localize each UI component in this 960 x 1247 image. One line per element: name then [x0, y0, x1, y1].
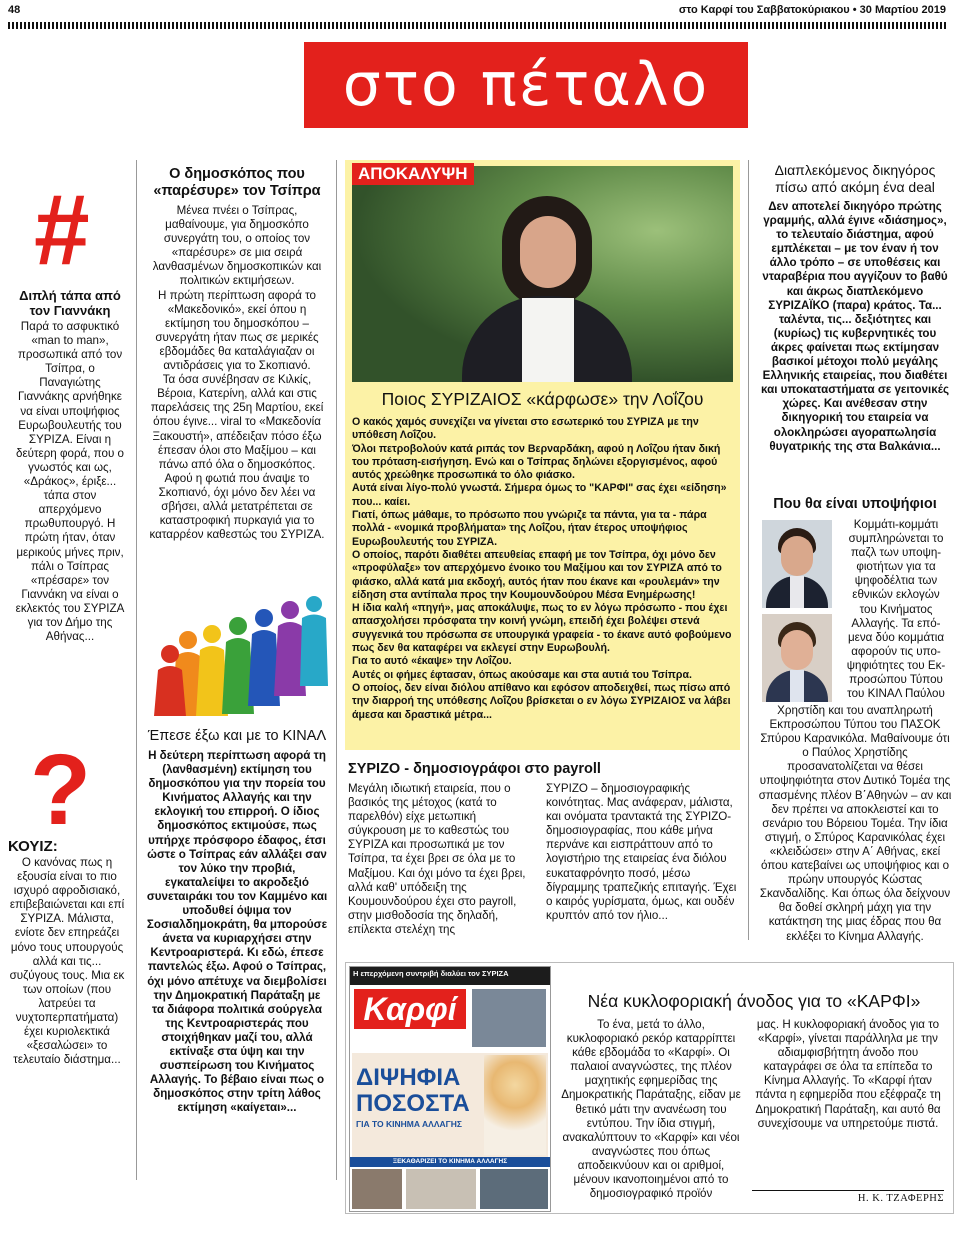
- story-paragraph: Αυτά είναι λίγο-πολύ γνωστά. Σήμερα όμως το "ΚΑΡΦΙ" σας έχει «είδηση» που... καίει.: [352, 482, 727, 508]
- cover-sub: ΓΙΑ ΤΟ ΚΙΝΗΜΑ ΑΛΛΑΓΗΣ: [356, 1119, 462, 1129]
- story-paragraph: Η ίδια καλή «πηγή», μας αποκάλυψε, πως το εν λόγω πρόσωπο - που έχει απασχολήσει πρόσφατα την κοινή γνώμη, επειδή έχει βολέψει στενά συγγενικά του πρόσωπα σε υπουργικά γραφεία - το έκανε αυτό φοβούμενο πως δεν θα καταφέρει να εκλεγεί στην Ευρωβουλή.: [352, 602, 732, 655]
- cover-blue-strip: ΞΕΚΑΘΑΡΙΖΕΙ ΤΟ ΚΙΝΗΜΑ ΑΛΛΑΓΗΣ: [350, 1157, 550, 1167]
- author-rule: [752, 1190, 944, 1191]
- cand-line: Κομμάτι-κομμάτι: [853, 518, 939, 531]
- bottom-col-2: μας. Η κυκλοφοριακή άνοδος για το «Καρφί», γίνεται παράλληλα με την αδιαμφισβήτητη άνοδο που καταγράφει σε όλα τα επίπεδα το Κίνημα Αλλαγής. Το «Καρφί ήταν πάντα η εφημερίδα που εξέφραζε τη Δημοκρατική Παράταξη, και αυτό θα συνεχίσουμε να υπηρετούμε πιστά.: [755, 1018, 941, 1130]
- cand-line: παζλ των υποψη-: [850, 546, 942, 560]
- cover-photo-small: [472, 989, 546, 1047]
- center-story: [352, 416, 733, 722]
- cand-line: του Κινήματος: [859, 602, 933, 616]
- payroll-left: Μεγάλη ιδιωτική εταιρεία, που ο βασικός της μέτοχος (κατά το παρελθόν) είχε μετωπική σύγκρουση με το καθεστώς του ΣΥΡΙΖΑ και προσωπικά με τον Τσίπρα, τα έχει βρει σε όλα με το Μαξίμου. Και όχι μόνο τα έχει βρει, αλλά καθ' υπόδειξη της Κουμουνδούρου έχει στο payroll, στην μισθοδοσία της δηλαδή, επίλεκτα στελέχη της: [348, 782, 526, 936]
- story-paragraph: Αυτές οι φήμες έφτασαν, όπως ακούσαμε και στα αυτιά του Τσίπρα.: [352, 668, 692, 681]
- cand-line: ψηφιότητες του Εκ-: [846, 658, 946, 672]
- candidate-photo-1: [762, 520, 832, 608]
- newspaper-cover: [349, 966, 551, 1212]
- candidates-narrow-text: [836, 518, 956, 701]
- pollster-title: Ο δημοσκόπος που «παρέσυρε» τον Τσίπρα: [153, 166, 321, 199]
- divider: [336, 160, 337, 1180]
- candidates-text: Χρηστίδη και του αναπληρωτή Εκπροσώπου Τύπου του ΠΑΣΟΚ Σπύρου Καρανικόλα. Μαθαίνουμε ότι ο Παύλος Χρηστίδης προσανατολίζεται να θέσει υποψηφιότητα στον Δυτικό Τομέα της σπασμένης πλέον Β΄Αθηνών – αν και δεν πρέπει να αποκλειστεί και το σενάριο του Βόρειου Τομέα. Την ίδια στιγμή, ο Σπύρος Καρανικόλας έχει «κλειδώσει» στην Α΄ Αθήνας, εκεί όπου κατεβαίνει ως υποψήφιος και ο πρώην υπουργός Κώστας Σκανδαλίδης. Και όπως όλα δείχνουν θα δοθεί σκληρή μάχη για την κατάκτηση της μιας έδρας που θα εκλέξει το Κίνημα Αλλαγής.: [758, 704, 952, 943]
- cand-line: του ΚΙΝΑΛ Παύλου: [847, 687, 945, 701]
- story-paragraph: Ο οποίος, δεν είναι διόλου απίθανο και εφόσον αποδειχθεί, πως πίσω από την διαρροή της υπόθεσης Λοΐζου βρίσκεται ο εν λόγω ΣΥΡΙΖΑΙΟΣ να λάβει άμεσα και δραστικά μέτρα...: [352, 681, 731, 721]
- bottom-col-1: Το ένα, μετά το άλλο, κυκλοφοριακό ρεκόρ καταρρίπτει κάθε εβδομάδα το «Καρφί». Οι παλαιοί αναγνώστες, της πλέον μαχητικής εφημερίδας της Δημοκρατικής Παράταξης, είδαν με θετικό μάτι την ανανέωση του εντύπου. Την ίδια στιγμή, ανακαλύπτουν το «Καρφί» και νέοι αναγνώστες που όπως αποδεικνύουν και οι αριθμοί, μένουν ικανοποιημένοι από το δημοσιογραφικό προϊόν: [561, 1018, 741, 1201]
- cand-line: ψηφοδέλτια των: [854, 574, 938, 588]
- cover-headline-1: ΔΙΨΗΦΙΑ: [356, 1064, 461, 1091]
- pollster-p4: Αφού η φωτιά που άναψε το Σκοπιανό, όχι μόνο δεν λέει να σβήσει, αλλά μετατρέπεται σε καταστροφική πυρκαγιά για το καταρρέον καθεστώς του ΣΥΡΙΖΑ.: [149, 471, 325, 542]
- cand-line: φιοτήτων για τα: [856, 560, 936, 574]
- divider: [136, 160, 137, 1180]
- pollster-p3: Τα όσα συνέβησαν σε Κιλκίς, Βέροια, Κατερίνη, αλλά και στις παρελάσεις της 25η Μαρτίου, εκεί όπου έγινε... viral το «Μακεδονία Ξακουστή», απέδειξαν πόσο έξω έπεσαν όλοι στο Μαξίμου – και πάνω από όλα ο δημοσκόπος.: [150, 373, 324, 471]
- cover-portrait: [484, 1055, 546, 1155]
- story-paragraph: Ο κακός χαμός συνεχίζει να γίνεται στο εσωτερικό του ΣΥΡΙΖΑ με την υπόθεση Λοΐζου.: [352, 416, 699, 442]
- cover-thumb-2: [406, 1169, 476, 1209]
- quiz-title: ΚΟΥΙΖ:: [8, 838, 58, 855]
- cover-thumb-3: [480, 1169, 548, 1209]
- cover-headline-2: ΠΟΣΟΣΤΑ: [356, 1090, 470, 1117]
- page-number: 48: [8, 4, 21, 16]
- sub-text: Η δεύτερη περίπτωση αφορά τη (λανθασμένη) εκτίμηση του δημοσκόπου για την πορεία του Κινήματος Αλλαγής και την εκλογική του επιρροή. Ο ίδιος δημοσκόπος εκτιμούσε, πως υπήρχε πρόσφορο έδαφος, έτσι ώστε ο Τσίπρας εάν αλλάξει σαν τον λύκο την προβιά, εγκαταλείψει το ακροδεξιό συνεταιράκι του τον Καμμένο και υποδυθεί όψιμα τον Σοσιαλδημοκράτη, θα μπορούσε άνετα να κυριαρχήσει στην Κεντροαριστερά. Κι εδώ, έπεσε παντελώς έξω. Αφού ο Τσίπρας, όχι μόνο απέτυχε να διεμβολίσει την Δημοκρατική Παράταξη με τα διάφορα πολιτικά σούργελα της Κεντροαριστεράς που στοιχήθηκαν μαζί του, αλλά εκτίναξε στα ύψη και την συσπείρωση του Κινήματος Αλλαγής. Το βέβαιο είναι πως ο δημοσκόπος στην τρίτη λάθος εκτίμηση «καίγεται»...: [146, 749, 328, 1115]
- cand-line: μενα δύο κομμάτια: [847, 630, 945, 644]
- divider: [748, 160, 749, 940]
- portrait-face: [520, 216, 576, 288]
- payroll-title: ΣΥΡΙΖΟ - δημοσιογράφοι στο payroll: [348, 761, 601, 777]
- cover-logo: Καρφί: [354, 989, 466, 1029]
- hash-icon: #: [34, 174, 90, 286]
- section-banner: [304, 42, 748, 128]
- candidate-photo-2: [762, 614, 832, 702]
- header-rule: [8, 22, 948, 29]
- people-figures-illustration: [150, 596, 328, 716]
- cover-thumb-1: [352, 1169, 402, 1209]
- cover-top-strip: Η επερχόμενη συντριβή διαλύει τον ΣΥΡΙΖΑ: [350, 967, 550, 985]
- cand-line: Αλλαγής. Τα επό-: [851, 616, 941, 630]
- author-name: Η. Κ. ΤΖΑΦΕΡΗΣ: [857, 1193, 944, 1204]
- story-paragraph: Γιατί, όπως μάθαμε, το πρόσωπο που γνώριζε τα πάντα, για τα - πάρα πολλά - «νομικά προβλήματα» της Λοΐζου, ήταν έτερος υποψήφιος Ευρωβουλευτής του ΣΥΡΙΖΑ.: [352, 509, 707, 548]
- story-paragraph: Όλοι πετροβολούν κατά ριπάς τον Βερναρδάκη, αφού η Λοΐζου ήταν δική του πρόταση-εισήγηση. Ενώ και ο Τσίπρας δηλώνει εξοργισμένος, αφού αυτός χρεώθηκε προσωπικά το όλο φιάσκο.: [352, 442, 721, 482]
- hash-text: Παρά το ασφυκτικό «man to man», προσωπικά από τον Τσίπρα, ο Παναγιώτης Γιαννάκης αρνήθηκε να είναι υποψήφιος Ευρωβουλευτής του ΣΥΡΙΖΑ. Είναι η δεύτερη φορά, που ο γνωστός και ως, «Δράκος», έριξε... τάπα στον απερχόμενο πρωθυπουργό. Η πρώτη ήταν, όταν μερικούς μήνες πριν, πάλι ο Τσίπρας «πρέσαρε» τον Γιαννάκη να είναι ο εκλεκτός του ΣΥΡΙΖΑ για τον Δήμο της Αθήνας...: [15, 320, 125, 644]
- cand-line: συμπληρώνεται το: [848, 532, 944, 546]
- portrait-photo: [352, 166, 733, 382]
- cand-line: εθνικών εκλογών: [852, 588, 940, 602]
- reveal-tag: ΑΠΟΚΑΛΥΨΗ: [352, 163, 474, 185]
- pollster-p1: Μένεα πνέει ο Τσίπρας, μαθαίνουμε, για δημοσκόπο συνεργάτη του, ο οποίος τον «παρέσυρε» σε μια σειρά λανθασμένων δημοσκοπικών και πολιτικών εκτιμήσεων.: [152, 204, 322, 288]
- banner-title: στο πέταλο: [342, 50, 710, 120]
- cand-line: προσώπου Τύπου: [849, 673, 943, 687]
- paper-date: στο Καρφί του Σαββατοκύριακου • 30 Μαρτίου 2019: [678, 4, 946, 16]
- center-headline: Ποιος ΣΥΡΙΖΑΙΟΣ «κάρφωσε» την Λοΐζου: [381, 389, 704, 409]
- question-icon: ?: [30, 734, 92, 846]
- payroll-right: ΣΥΡΙΖΟ – δημοσιογραφικής κοινότητας. Μας ανάφεραν, μάλιστα, και ονόματα τραντακτά της ΣΥΡΙΖΟ-δημοσιογραφίας, που κάθε μήνα περνάνε και εισπράττουν από το λογιστήριο της εταιρείας ένα διόλου ευκαταφρόνητο ποσό, μέσω δίγραμμης τραπεζικής επιταγής. Έχει ο καιρός γυρίσματα, όμως, και ουδέν κρυπτόν από τον ήλιο...: [546, 782, 737, 922]
- story-paragraph: Ο οποίος, παρότι διαθέτει απευθείας επαφή με τον Τσίπρα, όχι μόνο δεν «προφύλαξε» τον απερχόμενο ένοικο του Μαξίμου και τον ΣΥΡΙΖΑ από το φιάσκο, αλλά κατά μια εκδοχή, αυτός ήταν που έκανε και «ρουλεμάν» την είδηση στα αντίπαλα προς την Κουμουνδούρου Μέσα Ενημέρωσης!: [352, 548, 722, 601]
- pollster-p2: Η πρώτη περίπτωση αφορά το «Μακεδονικό», εκεί όπου η εκτίμηση του δημοσκόπου – συνεργάτη ήταν πως σε μερικές εβδομάδες θα καταλάγιαζαν οι αντιδράσεις για το Σκοπιανό.: [155, 288, 319, 373]
- story-paragraph: Για το αυτό «έκαψε» την Λοΐζου.: [352, 655, 512, 668]
- sub-title: Έπεσε έξω και με το ΚΙΝΑΛ: [147, 728, 327, 744]
- candidates-title: Που θα είναι υποψήφιοι: [773, 496, 937, 512]
- cand-line: αφορούν τις υπο-: [851, 644, 941, 658]
- portrait-shirt: [522, 298, 574, 382]
- lawyer-title: Διαπλεκόμενος δικηγόρος πίσω από ακόμη ένα deal: [774, 162, 936, 195]
- quiz-text: Ο κανόνας πως η εξουσία είναι το πιο ισχυρό αφροδισιακό, επιβεβαιώνεται και επί ΣΥΡΙΖΑ. Μάλιστα, ενίοτε δεν επηρεάζει μόνο τους υπουργούς αλλά και τις... συζύγους τους. Μια εκ των οποίων (που λατρεύει τα νυχτοπερπατήματα) έχει κυριολεκτικά «ξεσαλώσει» το τελευταίο διάστημα...: [9, 856, 125, 1067]
- lawyer-text: Δεν αποτελεί δικηγόρο πρώτης γραμμής, αλλά έγινε «διάσημος», το τελευταίο διάστημα, αφού εμπλέκεται – με τον έναν ή τον άλλο τρόπο – σε υποθέσεις και νταραβέρια που αγγίζουν το βαθύ και άκρως διαπλεκόμενο ΣΥΡΙΖΑΪΚΟ (παρα) κράτος. Τα... ταλέντα, τις... δεξιότητες και (κυρίως) τις κυβερνητικές του άκρες φαίνεται πως εκτίμησαν βασικοί μέτοχοι πολύ μεγάλης Ελληνικής εταιρείας, που διαθέτει και υποκαταστήματα σε γειτονικές χώρες. Και ανέθεσαν στην δικηγορική του εταιρεία να ολοκληρώσει αγοραπωλησία θυγατρικής της στα Βαλκάνια...: [761, 200, 949, 453]
- bottom-title: Νέα κυκλοφοριακή άνοδος για το «ΚΑΡΦΙ»: [587, 991, 921, 1011]
- hash-title: Διπλή τάπα από τον Γιαννάκη: [19, 288, 121, 318]
